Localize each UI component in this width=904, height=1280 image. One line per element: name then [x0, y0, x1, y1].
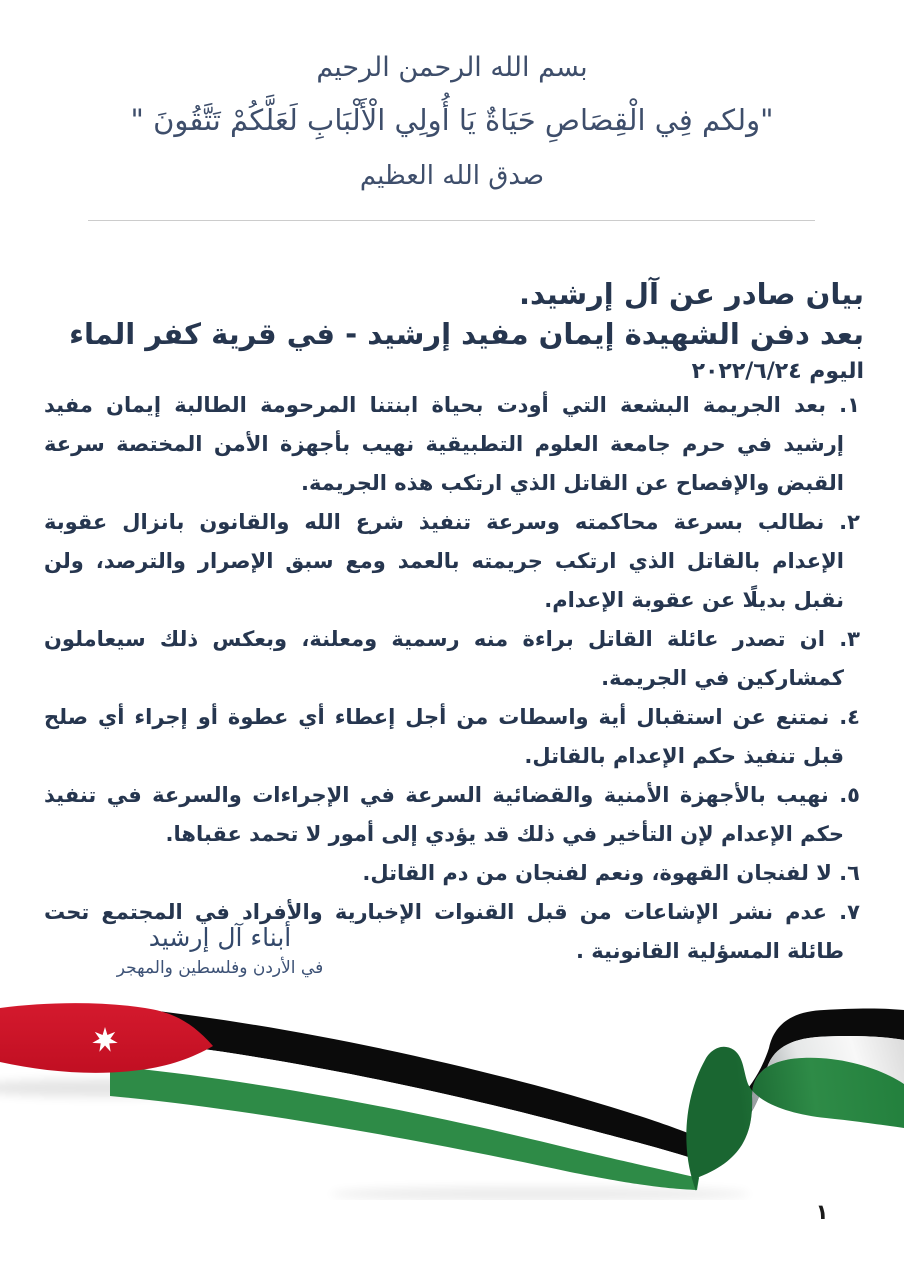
statement-subtitle: بعد دفن الشهيدة إيمان مفيد إرشيد - في قرية كفر الماء	[69, 317, 864, 351]
statement-item-6: ٦. لا لفنجان القهوة، ونعم لفنجان من دم القاتل.	[362, 861, 860, 885]
statement-item-3: ٣. ان تصدر عائلة القاتل براءة منه رسمية ومعلنة، وبعكس ذلك سيعاملون كمشاركين في الجريمة.	[44, 627, 860, 690]
tasdeeq-line: صدق الله العظيم	[359, 161, 545, 191]
quran-verse-line: "ولكم فِي الْقِصَاصِ حَيَاةٌ يَا أُولِي الْأَلْبَابِ لَعَلَّكُمْ تَتَّقُونَ "	[130, 103, 774, 137]
jordan-flag-ribbon-svg	[0, 1000, 904, 1200]
page-number: ١	[815, 1200, 829, 1224]
statement-item-2: ٢. نطالب بسرعة محاكمته وسرعة تنفيذ شرع الله والقانون بانزال عقوبة الإعدام بالقاتل الذي ارتكب جريمته بالعمد ومع سبق الإصرار والترصد، ولن نقبل بديلًا عن عقوبة الإعدام.	[44, 510, 860, 612]
statement-date: اليوم ٢٠٢٢/٦/٢٤	[691, 359, 864, 384]
jordan-flag-ribbon-graphic	[0, 1000, 904, 1200]
flag-fold-green	[686, 1047, 904, 1191]
signature-block	[70, 921, 370, 981]
statement-item-7: ٧. عدم نشر الإشاعات من قبل القنوات الإخبارية والأفراد في المجتمع تحت طائلة المسؤلية القانونية .	[44, 900, 860, 963]
statement-item-5: ٥. نهيب بالأجهزة الأمنية والقضائية السرعة في الإجراءات والسرعة في تنفيذ حكم الإعدام لإن التأخير في ذلك قد يؤدي إلى أمور لا تحمد عقباها.	[44, 783, 860, 846]
signature-family-name: أبناء آل إرشيد	[148, 923, 292, 952]
bismillah-line: بسم الله الرحمن الرحيم	[316, 52, 588, 83]
religious-header	[0, 48, 904, 196]
statement-title-block	[40, 274, 864, 387]
statement-title: بيان صادر عن آل إرشيد.	[518, 277, 864, 311]
statement-items-list	[44, 386, 860, 971]
horizontal-divider	[88, 220, 815, 221]
statement-item-4: ٤. نمتنع عن استقبال أية واسطات من أجل إعطاء أي عطوة أو إجراء أي صلح قبل تنفيذ حكم الإعدام بالقاتل.	[44, 705, 860, 768]
signature-location: في الأردن وفلسطين والمهجر	[116, 958, 324, 978]
statement-item-1: ١. بعد الجريمة البشعة التي أودت بحياة ابنتنا المرحومة الطالبة إيمان مفيد إرشيد في حرم جامعة العلوم التطبيقية نهيب بأجهزة الأمن المختصة سرعة القبض والإفصاح عن القاتل الذي ارتكب هذه الجريمة.	[44, 393, 860, 495]
